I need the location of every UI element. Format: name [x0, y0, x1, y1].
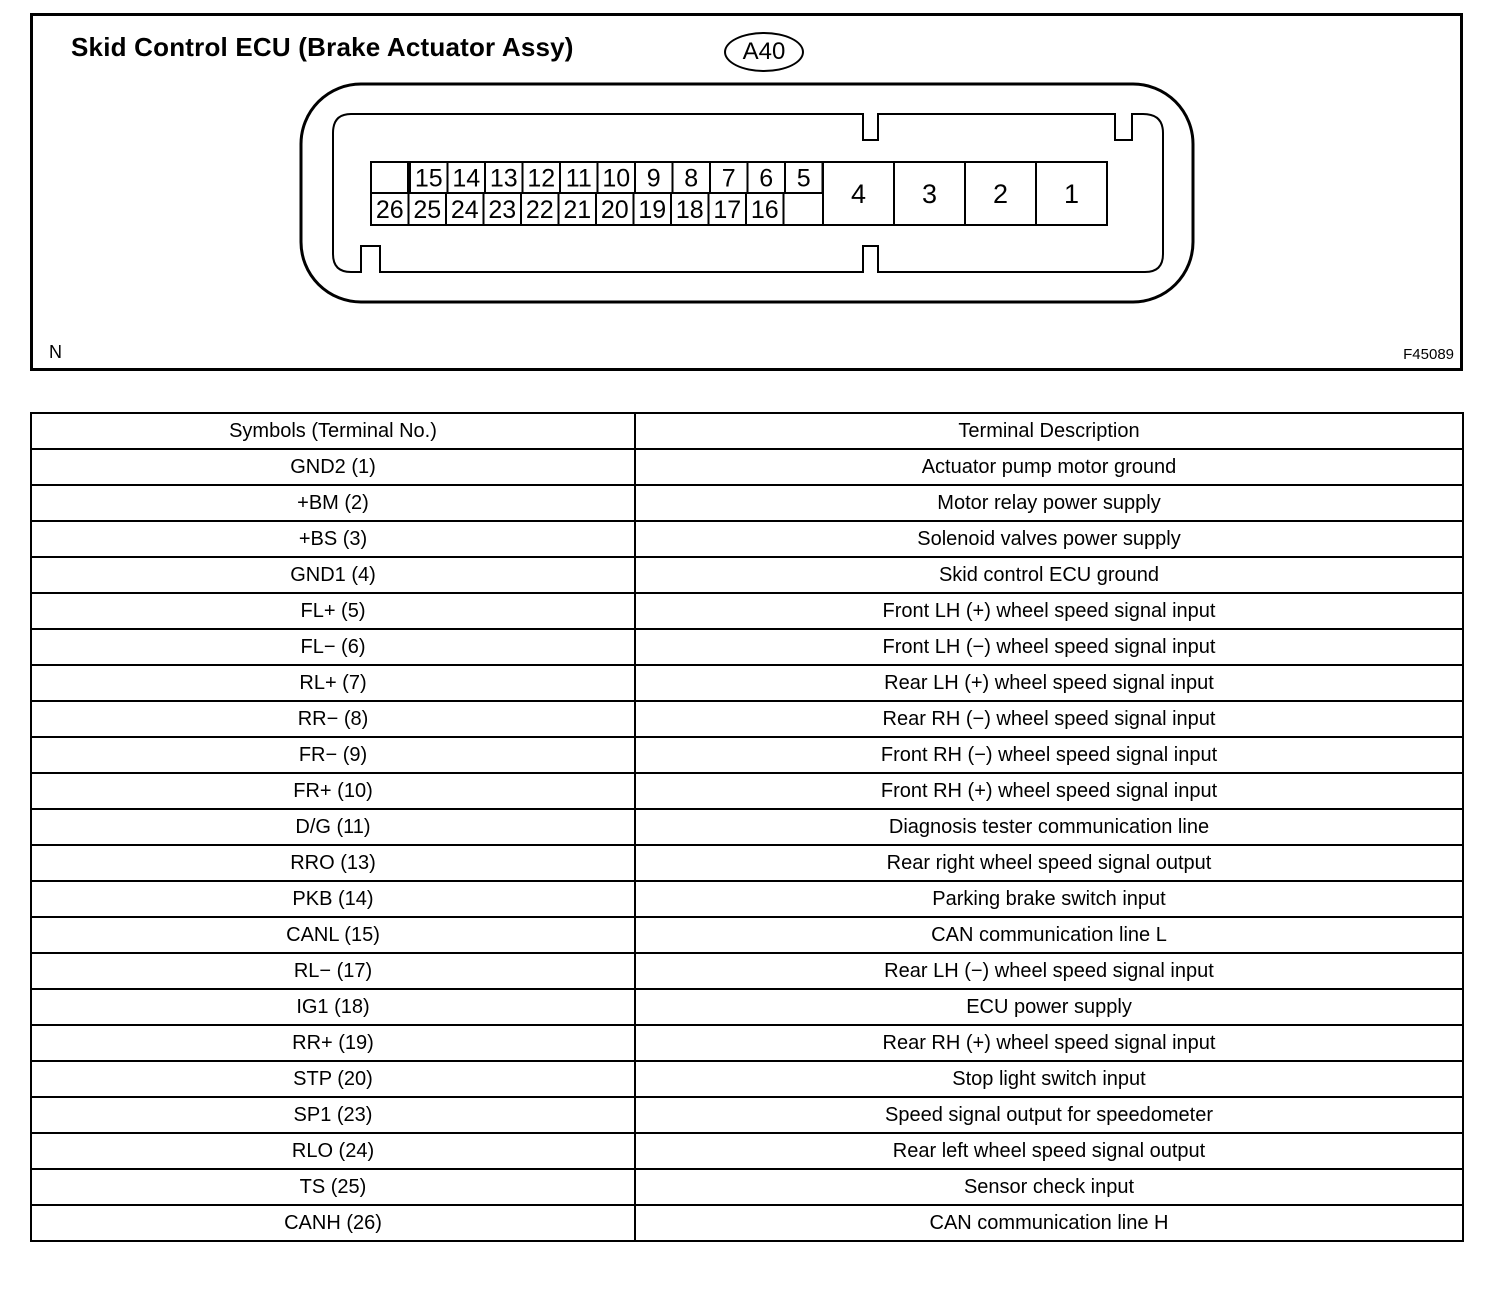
pin-top: 9: [646, 164, 661, 193]
pin-large: 2: [992, 179, 1009, 210]
pin-bottom: 17: [713, 196, 742, 224]
pin-bottom: 24: [450, 196, 479, 224]
description-cell: Rear left wheel speed signal output: [635, 1133, 1463, 1169]
description-cell: Rear LH (+) wheel speed signal input: [635, 665, 1463, 701]
symbol-cell: CANL (15): [31, 917, 635, 953]
symbol-cell: GND1 (4): [31, 557, 635, 593]
description-cell: ECU power supply: [635, 989, 1463, 1025]
connector-code-badge: A40: [724, 32, 804, 72]
pin-bottom: 19: [638, 196, 667, 224]
header-symbols: Symbols (Terminal No.): [31, 413, 635, 449]
pin-top: 12: [527, 164, 556, 193]
table-row: [31, 953, 1463, 989]
table-row: [31, 1061, 1463, 1097]
pin-bottom: 23: [488, 196, 517, 224]
table-header-row: [31, 413, 1463, 449]
symbol-cell: +BM (2): [31, 485, 635, 521]
pin-bottom: 16: [750, 196, 779, 224]
table-row: [31, 1133, 1463, 1169]
symbol-cell: +BS (3): [31, 521, 635, 557]
table-row: [31, 737, 1463, 773]
pin-top: 5: [796, 164, 811, 193]
table-row: [31, 1205, 1463, 1241]
description-cell: Actuator pump motor ground: [635, 449, 1463, 485]
description-cell: CAN communication line L: [635, 917, 1463, 953]
pin-bottom: 18: [675, 196, 704, 224]
symbol-cell: RR+ (19): [31, 1025, 635, 1061]
symbol-cell: CANH (26): [31, 1205, 635, 1241]
pin-top: 7: [721, 164, 736, 193]
connector-diagram: [30, 13, 1463, 371]
pin-bottom: 22: [525, 196, 554, 224]
diagram-title: Skid Control ECU (Brake Actuator Assy): [71, 32, 574, 62]
symbol-cell: FR− (9): [31, 737, 635, 773]
table-row: [31, 701, 1463, 737]
pin-top: 11: [565, 164, 592, 193]
description-cell: Stop light switch input: [635, 1061, 1463, 1097]
description-cell: Speed signal output for speedometer: [635, 1097, 1463, 1133]
pin-bottom: 25: [413, 196, 442, 224]
description-cell: Rear LH (−) wheel speed signal input: [635, 953, 1463, 989]
table-row: [31, 449, 1463, 485]
description-cell: Motor relay power supply: [635, 485, 1463, 521]
table-row: [31, 629, 1463, 665]
pin-large: 1: [1063, 179, 1080, 210]
symbol-cell: D/G (11): [31, 809, 635, 845]
pin-top: 13: [489, 164, 518, 193]
symbol-cell: RL+ (7): [31, 665, 635, 701]
pin-top: 14: [452, 164, 481, 193]
description-cell: Front RH (+) wheel speed signal input: [635, 773, 1463, 809]
description-cell: Front LH (+) wheel speed signal input: [635, 593, 1463, 629]
table-row: [31, 1169, 1463, 1205]
pin-large: 4: [850, 179, 867, 210]
symbol-cell: RR− (8): [31, 701, 635, 737]
table-row: [31, 989, 1463, 1025]
table-row: [31, 557, 1463, 593]
table-row: [31, 917, 1463, 953]
pin-large: 3: [921, 179, 938, 210]
table-row: [31, 773, 1463, 809]
symbol-cell: IG1 (18): [31, 989, 635, 1025]
description-cell: Front LH (−) wheel speed signal input: [635, 629, 1463, 665]
description-cell: CAN communication line H: [635, 1205, 1463, 1241]
description-cell: Rear RH (−) wheel speed signal input: [635, 701, 1463, 737]
symbol-cell: RRO (13): [31, 845, 635, 881]
table-row: [31, 809, 1463, 845]
table-row: [31, 1097, 1463, 1133]
symbol-cell: GND2 (1): [31, 449, 635, 485]
pin-bottom: 26: [375, 196, 404, 224]
description-cell: Parking brake switch input: [635, 881, 1463, 917]
description-cell: Sensor check input: [635, 1169, 1463, 1205]
description-cell: Rear right wheel speed signal output: [635, 845, 1463, 881]
pin-top: 6: [759, 164, 774, 193]
table-row: [31, 521, 1463, 557]
connector-drawing: [33, 16, 1460, 368]
pin-bottom: 20: [600, 196, 629, 224]
symbol-cell: RLO (24): [31, 1133, 635, 1169]
table-row: [31, 1025, 1463, 1061]
table-row: [31, 485, 1463, 521]
symbol-cell: PKB (14): [31, 881, 635, 917]
pin-top: 10: [602, 164, 631, 193]
table-row: [31, 665, 1463, 701]
figure-id: F45089: [1403, 346, 1454, 363]
pin-top: 15: [414, 164, 443, 193]
table-row: [31, 881, 1463, 917]
symbol-cell: FL+ (5): [31, 593, 635, 629]
pin-bottom: 21: [563, 196, 592, 224]
symbol-cell: TS (25): [31, 1169, 635, 1205]
orientation-mark: N: [49, 342, 62, 362]
symbol-cell: SP1 (23): [31, 1097, 635, 1133]
table-row: [31, 593, 1463, 629]
symbol-cell: FL− (6): [31, 629, 635, 665]
header-description: Terminal Description: [635, 413, 1463, 449]
symbol-cell: FR+ (10): [31, 773, 635, 809]
terminal-table: [30, 412, 1464, 1242]
description-cell: Front RH (−) wheel speed signal input: [635, 737, 1463, 773]
symbol-cell: RL− (17): [31, 953, 635, 989]
description-cell: Rear RH (+) wheel speed signal input: [635, 1025, 1463, 1061]
description-cell: Skid control ECU ground: [635, 557, 1463, 593]
pin-top: 8: [684, 164, 699, 193]
table-row: [31, 845, 1463, 881]
description-cell: Diagnosis tester communication line: [635, 809, 1463, 845]
description-cell: Solenoid valves power supply: [635, 521, 1463, 557]
symbol-cell: STP (20): [31, 1061, 635, 1097]
